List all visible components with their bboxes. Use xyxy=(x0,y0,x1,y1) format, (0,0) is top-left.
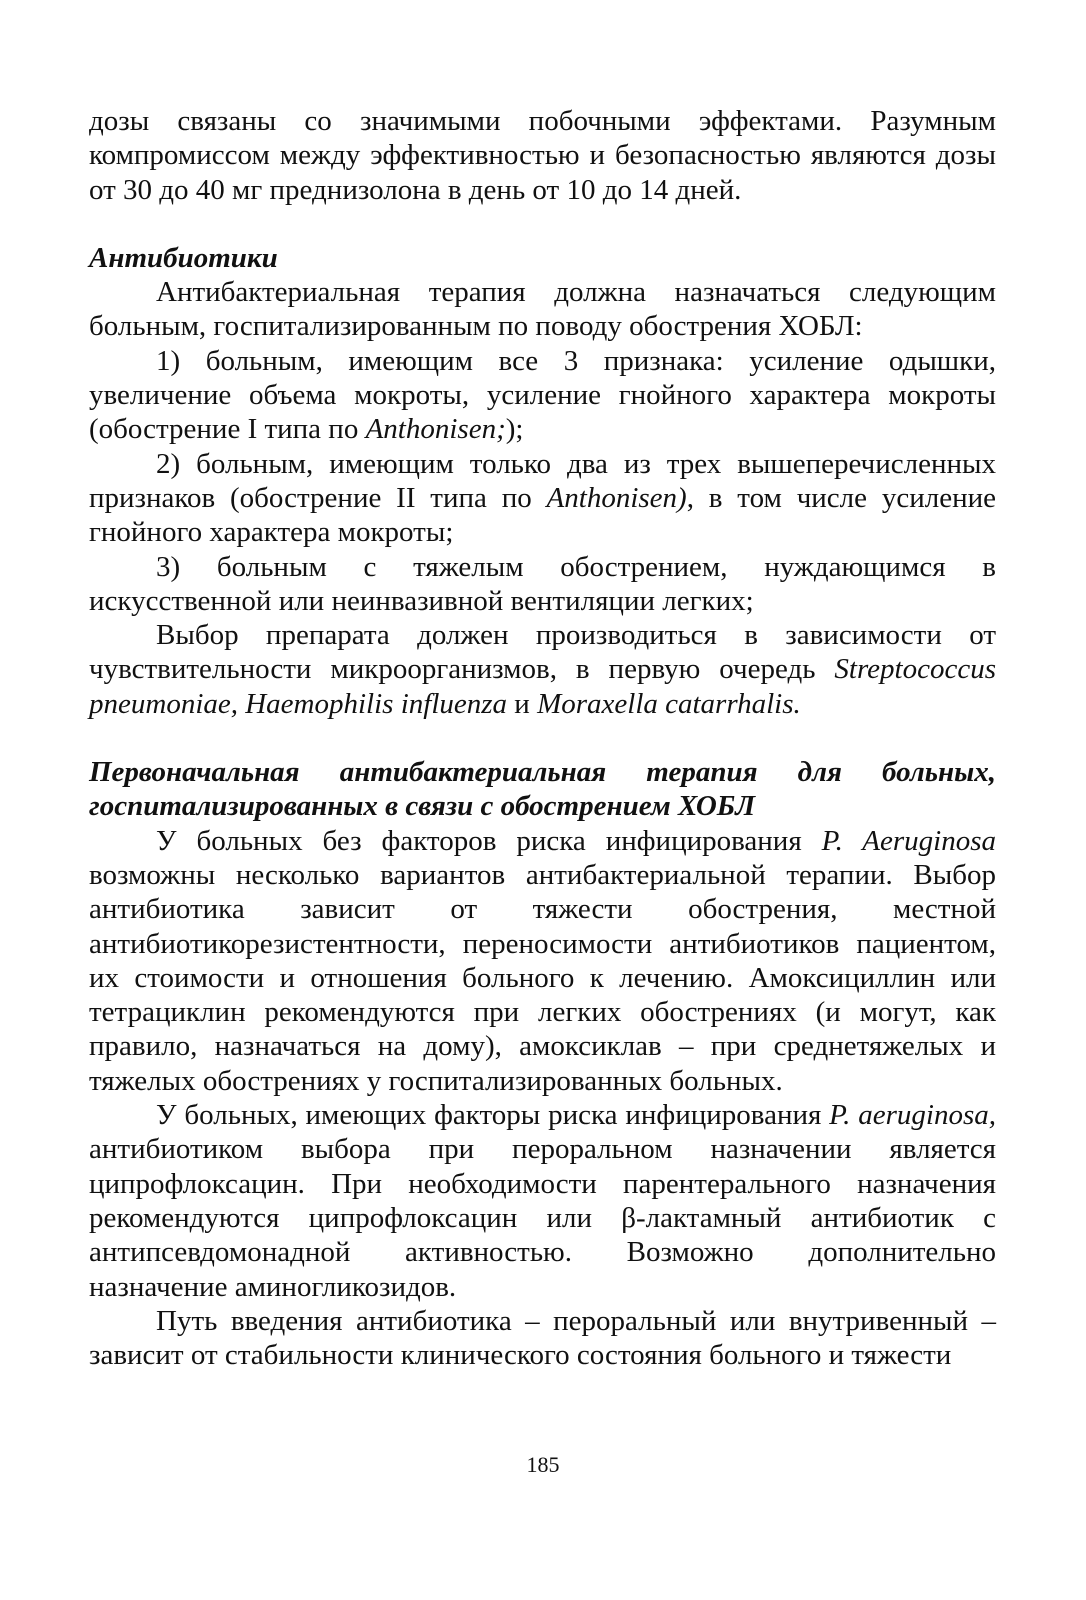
pathogen-name-aeruginosa-2: P. aeruginosa, xyxy=(829,1099,996,1132)
initial-therapy-paragraph-3: Путь введения антибиотика – пероральный или внутривенный – зависит от стабильности клинического состояния больного и тяжести xyxy=(89,1304,996,1372)
pathogen-name-aeruginosa: P. Aeruginosa xyxy=(821,824,996,857)
criteria-item-1-text: 1) больным, имеющим все 3 признака: усиление одышки, увеличение объема мокроты, усиление гнойного характера мокроты (обострение I типа по xyxy=(89,344,996,446)
drug-choice-paragraph xyxy=(89,618,996,721)
initial-therapy-paragraph-1-start: У больных без факторов риска инфицирования xyxy=(156,824,822,857)
intro-paragraph: дозы связаны со значимыми побочными эффектами. Разумным компромиссом между эффективностью и безопасностью являются дозы от 30 до 40 мг преднизолона в день от 10 до 14 дней. xyxy=(89,105,996,206)
criteria-item-3: 3) больным с тяжелым обострением, нуждающимся в искусственной или неинвазивной вентиляции легких; xyxy=(89,550,996,617)
criteria-item-1 xyxy=(89,344,996,447)
initial-therapy-paragraph-1-rest: возможны несколько вариантов антибактериальной терапии. Выбор антибиотика зависит от тяжести обострения, местной антибиотикорезистентности, переносимости антибиотиков пациентом, их стоимости и отношения больного к лечению. Амоксициллин или тетрациклин рекомендуются при легких обострениях (и могут, как правило, назначаться на дому), амоксиклав – при среднетяжелых и тяжелых обострениях у госпитализированных больных. xyxy=(89,858,996,1097)
criteria-item-1-reference: Anthonisen; xyxy=(365,413,506,446)
drug-choice-conjunction: и xyxy=(507,687,538,720)
criteria-item-1-end: ); xyxy=(505,413,524,446)
initial-therapy-paragraph-2-rest: антибиотиком выбора при пероральном назначении является ципрофлоксацин. При необходимости парентерального назначения рекомендуются ципрофлоксацин или β-лактамный антибиотик с антипсевдомонадной активностью. Возможно дополнительно назначение аминогликозидов. xyxy=(89,1133,996,1303)
pathogen-name-moraxella: Moraxella catarrhalis. xyxy=(537,687,801,720)
initial-therapy-paragraph-1 xyxy=(89,824,996,1098)
criteria-item-2-reference: Anthonisen) xyxy=(546,481,687,514)
initial-therapy-heading: Первоначальная антибактериальная терапия для больных, госпитализированных в связи с обострением ХОБЛ xyxy=(89,756,996,823)
pathogen-names: Streptococcus pneumoniae, Haemophilis influenza xyxy=(89,653,996,720)
criteria-item-2-text: 2) больным, имеющим только два из трех вышеперечисленных признаков (обострение II типа по xyxy=(89,447,996,514)
initial-therapy-paragraph-2-start: У больных, имеющих факторы риска инфицирования xyxy=(156,1099,830,1132)
initial-therapy-paragraph-2 xyxy=(89,1098,996,1304)
criteria-item-2-end: , в том числе усиление гнойного характера мокроты; xyxy=(89,481,996,549)
drug-choice-text: Выбор препарата должен производиться в зависимости от чувствительности микроорганизмов, в первую очередь xyxy=(89,619,996,686)
document-page xyxy=(89,104,996,1372)
antibiotics-paragraph: Антибактериальная терапия должна назначаться следующим больным, госпитализированным по поводу обострения ХОБЛ: xyxy=(89,276,996,343)
criteria-item-2 xyxy=(89,447,996,550)
page-number: 185 xyxy=(526,1452,560,1477)
antibiotics-heading: Антибиотики xyxy=(89,241,278,274)
